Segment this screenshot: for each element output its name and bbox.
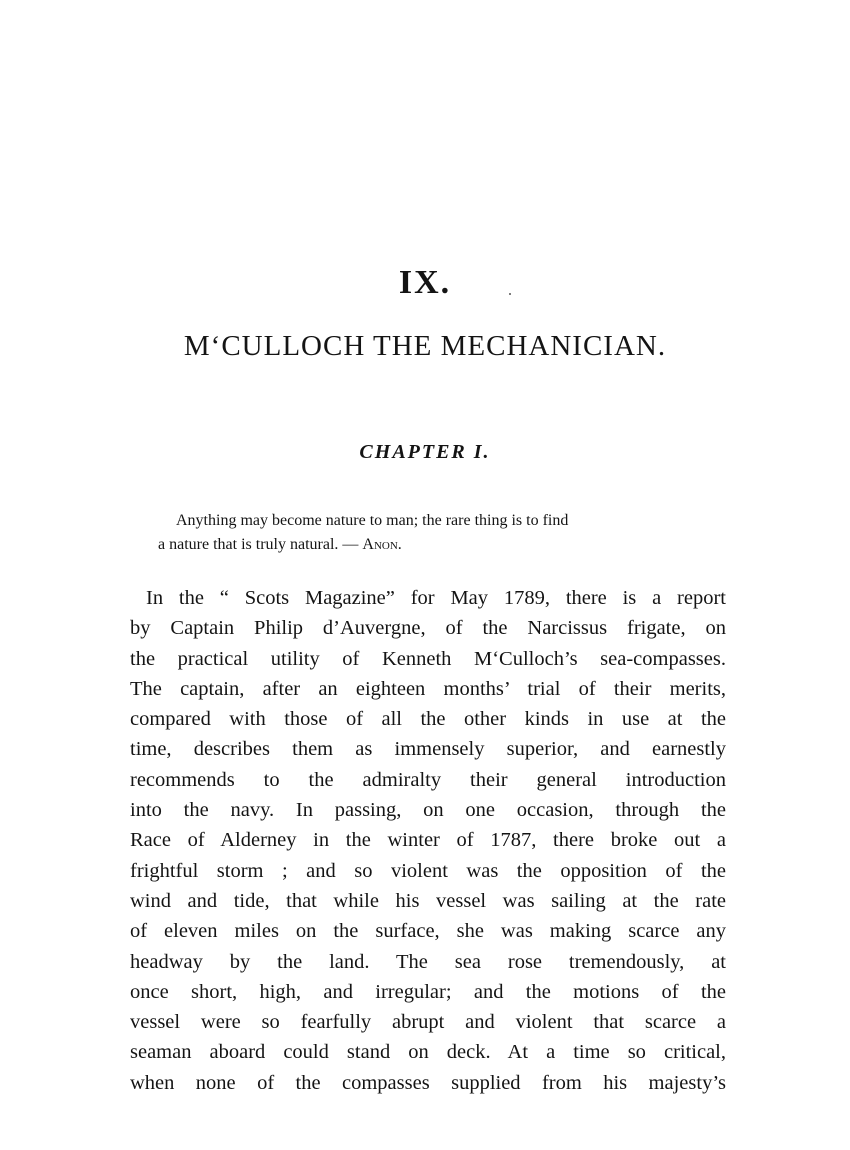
body-line: frightful storm ; and so violent was the opposition of the xyxy=(130,859,726,882)
body-line: when none of the compasses supplied from his majesty’s xyxy=(130,1071,726,1094)
body-line: time, describes them as immensely superior, and earnestly xyxy=(130,738,726,761)
body-line: once short, high, and irregular; and the motions of the xyxy=(130,980,726,1003)
body-line: the practical utility of Kenneth M‘Culloch’s sea-compasses. xyxy=(130,647,726,670)
print-speck xyxy=(509,293,511,295)
epigraph-line: Anything may become nature to man; the rare thing is to find xyxy=(176,512,569,529)
body-line: by Captain Philip d’Auvergne, of the Narcissus frigate, on xyxy=(130,617,726,640)
body-line: seaman aboard could stand on deck. At a time so critical, xyxy=(130,1041,726,1064)
body-line: wind and tide, that while his vessel was sailing at the rate xyxy=(130,889,726,912)
body-line: recommends to the admiralty their general introduction xyxy=(130,768,726,791)
chapter-title: M‘CULLOCH THE MECHANICIAN. xyxy=(183,330,667,362)
body-paragraph xyxy=(130,583,726,1098)
body-line: headway by the land. The sea rose tremendously, at xyxy=(130,950,726,973)
body-line: compared with those of all the other kinds in use at the xyxy=(130,708,726,731)
body-line: The captain, after an eighteen months’ trial of their merits, xyxy=(130,677,726,700)
chapter-number: IX. xyxy=(398,264,452,301)
epigraph-line xyxy=(158,533,718,557)
body-line: Race of Alderney in the winter of 1787, there broke out a xyxy=(130,829,726,852)
section-heading: CHAPTER I. xyxy=(359,441,491,463)
epigraph xyxy=(158,509,718,557)
body-line: vessel were so fearfully abrupt and violent that scarce a xyxy=(130,1011,726,1034)
body-line: In the “ Scots Magazine” for May 1789, there is a report xyxy=(146,587,726,609)
body-line: into the navy. In passing, on one occasion, through the xyxy=(130,799,726,822)
epigraph-attribution: Anon. xyxy=(362,536,402,553)
body-line: of eleven miles on the surface, she was making scarce any xyxy=(130,920,726,943)
epigraph-line-text: a nature that is truly natural. — xyxy=(158,536,359,553)
